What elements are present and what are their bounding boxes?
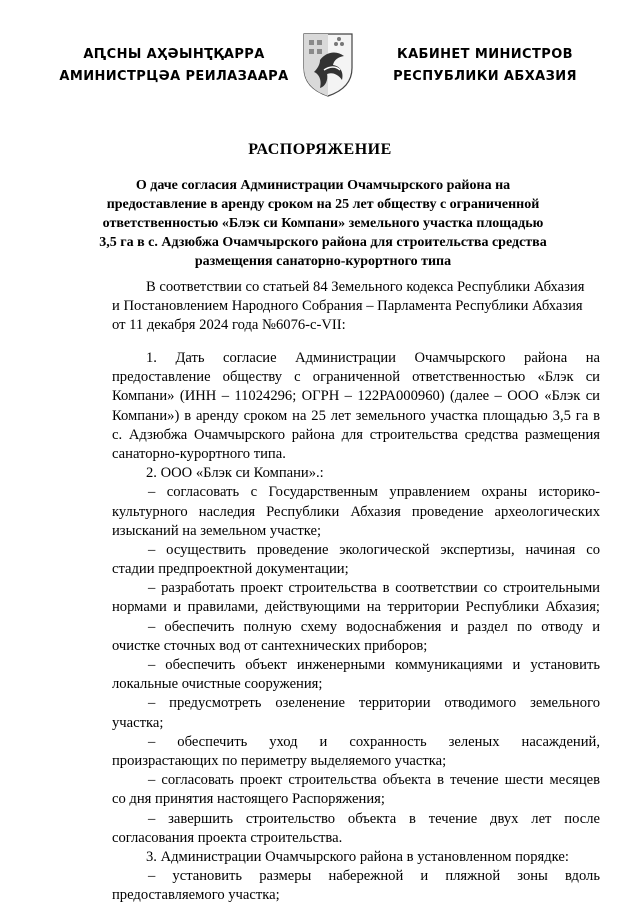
- body-line: со дня принятия настоящего Распоряжения;: [112, 791, 385, 808]
- body-line: культурного наследия Республики Абхазия проведение археологических: [112, 503, 600, 520]
- subject-line: размещения санаторно-курортного типа: [194, 254, 452, 269]
- body-line: с. Адзюбжа Очамчырского района для строительства средства размещения: [112, 426, 600, 443]
- body-line: 2. ООО «Блэк си Компани».:: [146, 465, 324, 482]
- state-emblem-icon: [300, 30, 356, 98]
- body-line: предоставление обществу с ограниченной ответственностью «Блэк си: [112, 369, 600, 386]
- header-left-abkhaz: [54, 44, 294, 88]
- header-left-line-2: АМИНИСТРЦӘА РЕИЛАЗААРА: [59, 69, 289, 84]
- body-line: – предусмотреть озеленение территории отводимого земельного: [148, 695, 600, 712]
- preamble: [112, 278, 600, 336]
- preamble-line: и Постановлением Народного Собрания – Парламента Республики Абхазия: [112, 298, 583, 315]
- body-line: произрастающих по периметру выделяемого участка;: [112, 752, 447, 769]
- body-line: нормами и правилами, действующими на территории Республики Абхазия;: [112, 599, 600, 616]
- body-line: очистке сточных вод от сантехнических приборов;: [112, 637, 428, 654]
- body-line: санаторно-курортного типа.: [112, 445, 286, 462]
- body-line: участка;: [112, 714, 164, 731]
- body-line: – осуществить проведение экологической экспертизы, начиная со: [148, 541, 600, 558]
- document-title: РАСПОРЯЖЕНИЕ: [248, 141, 392, 158]
- body-line: 1. Дать согласие Администрации Очамчырского района на: [146, 350, 600, 366]
- header-left-line-1: АԤСНЫ АҲӘЫНҬҚАРРА: [83, 47, 265, 62]
- header-right-line-1: КАБИНЕТ МИНИСТРОВ: [397, 47, 573, 62]
- body-line: Компани») в аренду сроком на 25 лет земельного участка площадью 3,5 га в: [112, 407, 600, 424]
- body-line: предоставляемого участка;: [112, 887, 280, 904]
- subject-line: 3,5 га в с. Адзюбжа Очамчырского района для строительства средства: [99, 235, 547, 250]
- document-body: [112, 349, 600, 905]
- body-line: изысканий на земельном участке;: [112, 522, 322, 539]
- preamble-line: В соответствии со статьей 84 Земельного кодекса Республики Абхазия: [146, 279, 585, 295]
- subject-line: О даче согласия Администрации Очамчырского района на: [135, 178, 511, 193]
- body-line: – согласовать проект строительства объекта в течение шести месяцев: [148, 772, 600, 789]
- body-line: согласования проекта строительства.: [112, 829, 343, 846]
- subject-line: ответственностью «Блэк си Компани» земельного участка площадью: [102, 216, 544, 231]
- body-line: 3. Администрации Очамчырского района в установленном порядке:: [146, 848, 569, 865]
- body-line: – установить размеры набережной и пляжной зоны вдоль: [148, 868, 600, 885]
- header-right-line-2: РЕСПУБЛИКИ АБХАЗИЯ: [393, 69, 577, 84]
- subject-line: предоставление в аренду сроком на 25 лет обществу с ограниченной: [106, 197, 540, 212]
- body-line: – обеспечить объект инженерными коммуникациями и установить: [148, 657, 600, 673]
- body-line: – обеспечить полную схему водоснабжения и раздел по отводу и: [148, 618, 600, 635]
- body-line: стадии предпроектной документации;: [112, 561, 349, 578]
- header-right-russian: [370, 44, 600, 88]
- preamble-line: от 11 декабря 2024 года №6076-с-VII:: [112, 317, 346, 334]
- body-line: – завершить строительство объекта в течение двух лет после: [148, 810, 600, 827]
- body-line: локальные очистные сооружения;: [112, 676, 323, 693]
- document-subject: [84, 176, 562, 271]
- body-line: – разработать проект строительства в соответствии со строительными: [148, 580, 600, 597]
- body-line: – обеспечить уход и сохранность зеленых насаждений,: [148, 733, 600, 750]
- body-line: – согласовать с Государственным управлением охраны историко-: [148, 484, 600, 501]
- body-line: Компани» (ИНН – 11024296; ОГРН – 122РА000960) (далее – ООО «Блэк си: [112, 388, 600, 405]
